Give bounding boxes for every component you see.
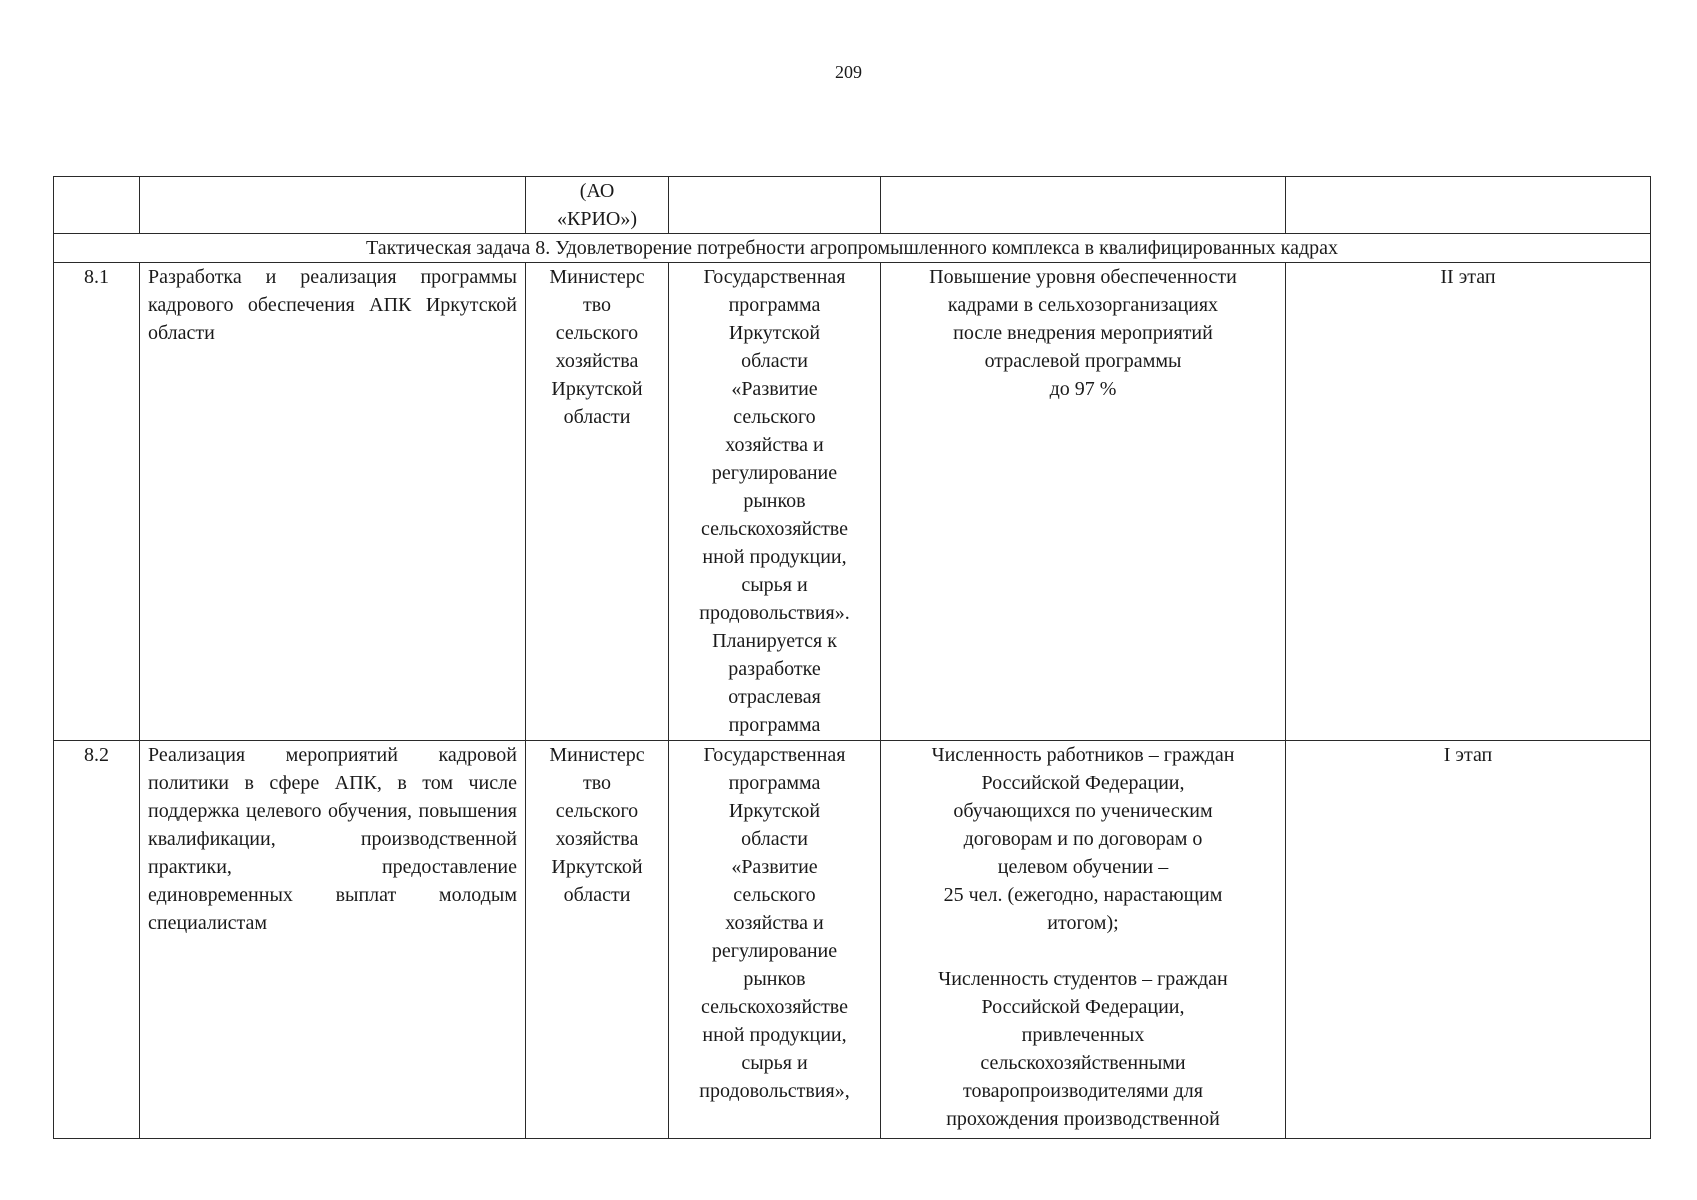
num-cell [54, 177, 140, 234]
activity-name: Разработка и реализация программы кадрового обеспечения АПК Иркутской области [140, 263, 526, 741]
cell-line: нной продукции, [702, 546, 847, 568]
cell-line: 25 чел. (ежегодно, нарастающим [943, 884, 1223, 906]
cell-line: Российской Федерации, [981, 996, 1185, 1018]
cell-line: привлеченных [1021, 1024, 1145, 1046]
cell-line: отраслевой программы [984, 350, 1182, 372]
name-cell [140, 177, 526, 234]
cell-line: Министерс [549, 266, 645, 288]
activities-table [53, 176, 1651, 1139]
cell-line: хозяйства [555, 828, 639, 850]
table-row [54, 263, 1651, 741]
cell-line: Государственная [703, 744, 846, 766]
cell-line: сырья и [741, 574, 808, 596]
block-gap [889, 937, 1277, 965]
cell-line: отраслевая [728, 686, 821, 708]
cell-line: (АО [579, 180, 615, 202]
stage-cell: II этап [1286, 263, 1651, 741]
table-row-continuation [54, 177, 1651, 234]
cell-line: хозяйства и [725, 912, 824, 934]
cell-line: нной продукции, [702, 1024, 847, 1046]
cell-line: сельского [733, 406, 816, 428]
cell-line: сельскохозяйстве [700, 996, 849, 1018]
cell-line: Иркутской [551, 856, 643, 878]
cell-line: «Развитие [731, 856, 818, 878]
cell-line: рынков [743, 490, 806, 512]
cell-line: хозяйства [555, 350, 639, 372]
cell-line: Иркутской [728, 800, 821, 822]
cell-line: хозяйства и [725, 434, 824, 456]
cell-line: товаропроизводителями для [963, 1080, 1203, 1102]
row-number: 8.2 [54, 741, 140, 1139]
cell-line: сельского [733, 884, 816, 906]
cell-line: программа [728, 772, 821, 794]
cell-line: обучающихся по ученическим [953, 800, 1213, 822]
program-cell [669, 741, 881, 1139]
cell-line: рынков [743, 968, 806, 990]
cell-line: сельского [555, 800, 639, 822]
stage-cell [1286, 177, 1651, 234]
stage-cell: I этап [1286, 741, 1651, 1139]
cell-line: области [741, 828, 808, 850]
cell-line: кадрами в сельхозорганизациях [947, 294, 1219, 316]
cell-line: области [563, 884, 631, 906]
table-row [54, 741, 1651, 1139]
cell-line: договорам и по договорам о [963, 828, 1203, 850]
executor-cell [526, 263, 669, 741]
cell-line: после внедрения мероприятий [953, 322, 1213, 344]
result-cell [881, 741, 1286, 1139]
cell-line: Иркутской [728, 322, 821, 344]
cell-line: Численность работников – граждан [931, 744, 1235, 766]
cell-line: тво [582, 772, 612, 794]
cell-line: области [741, 350, 808, 372]
executor-cell [526, 177, 669, 234]
row-number: 8.1 [54, 263, 140, 741]
cell-line: Министерс [549, 744, 645, 766]
cell-line: программа [728, 294, 821, 316]
cell-line: «Развитие [731, 378, 818, 400]
cell-line: итогом); [1047, 912, 1119, 934]
activity-name: Реализация мероприятий кадровой политики в сфере АПК, в том числе поддержка целевого обучения, повышения квалификации, производственной практики, предоставление единовременных выплат молодым специалистам [140, 741, 526, 1139]
cell-line: сельского [555, 322, 639, 344]
cell-line: целевом обучении – [997, 856, 1169, 878]
program-cell [669, 263, 881, 741]
cell-line: регулирование [711, 462, 838, 484]
result-cell [881, 263, 1286, 741]
cell-line: области [563, 406, 631, 428]
cell-line: продовольствия». [699, 602, 850, 624]
cell-line: Российской Федерации, [981, 772, 1185, 794]
cell-line: «КРИО») [556, 208, 637, 230]
cell-line: регулирование [711, 940, 838, 962]
cell-line: Численность студентов – граждан [938, 968, 1228, 990]
cell-line: тво [582, 294, 612, 316]
cell-line: сырья и [741, 1052, 808, 1074]
page-number: 209 [835, 62, 862, 82]
cell-line: разработке [728, 658, 821, 680]
cell-line: Иркутской [551, 378, 643, 400]
cell-line: Планируется к [712, 630, 837, 652]
cell-line: до 97 % [1049, 378, 1117, 400]
program-cell [669, 177, 881, 234]
cell-line: продовольствия», [699, 1080, 850, 1102]
executor-cell [526, 741, 669, 1139]
cell-line: программа [728, 714, 821, 736]
task-header: Тактическая задача 8. Удовлетворение потребности агропромышленного комплекса в квалифицированных кадрах [54, 234, 1651, 263]
cell-line: Государственная [703, 266, 846, 288]
cell-line: сельскохозяйственными [980, 1052, 1186, 1074]
cell-line: прохождения производственной [946, 1108, 1220, 1130]
task-header-row [54, 234, 1651, 263]
result-cell [881, 177, 1286, 234]
cell-line: Повышение уровня обеспеченности [929, 266, 1237, 288]
cell-line: сельскохозяйстве [700, 518, 849, 540]
